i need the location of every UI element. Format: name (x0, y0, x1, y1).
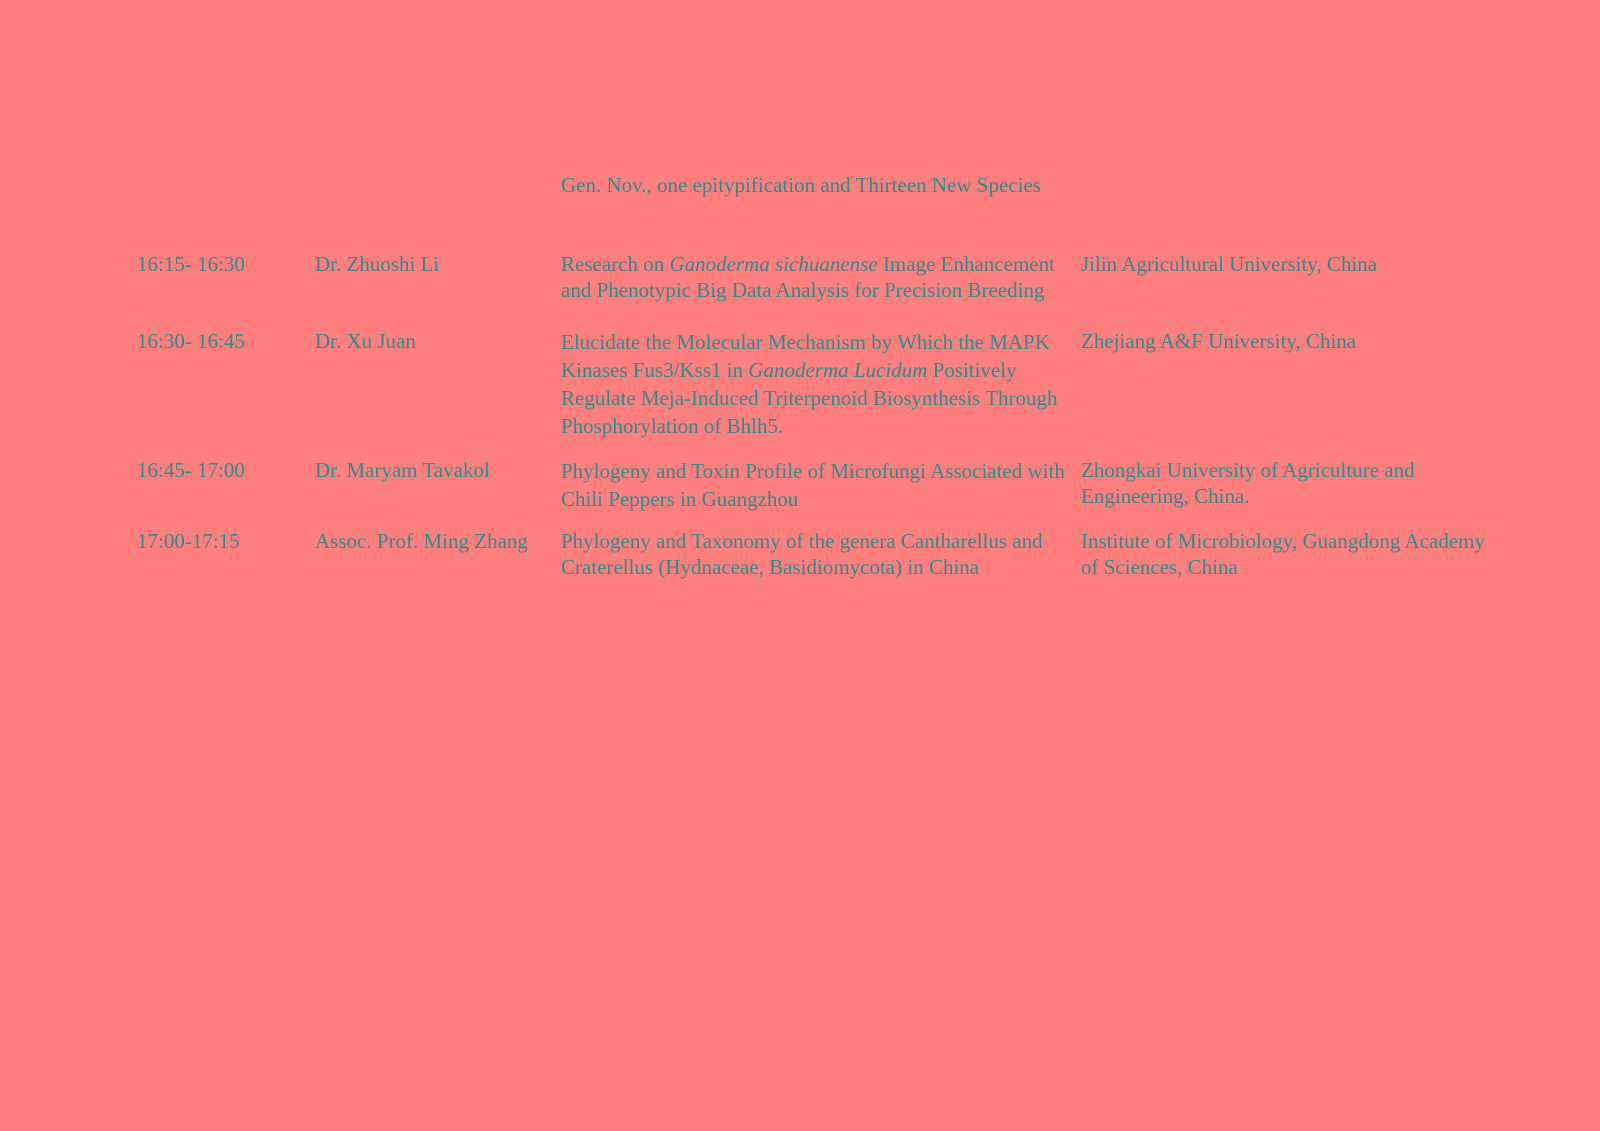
affiliation: Institute of Microbiology, Guangdong Academy of Sciences, China (1081, 529, 1485, 579)
time-slot: 17:00-17:15 (137, 529, 240, 553)
talk-title: Phylogeny and Taxonomy of the genera Cantharellus and Craterellus (Hydnaceae, Basidiomycota) in China (561, 529, 1043, 579)
time-slot: 16:45- 17:00 (137, 458, 245, 482)
talk-title: Gen. Nov., one epitypification and Thirteen New Species (561, 173, 1041, 197)
talk-title-text: Elucidate the Molecular Mechanism by Which the MAPK Kinases Fus3/Kss1 in (561, 330, 1050, 382)
speaker-name: Dr. Maryam Tavakol (315, 458, 490, 482)
talk-title (561, 251, 1081, 303)
time-slot: 16:30- 16:45 (137, 329, 245, 353)
talk-title: Phylogeny and Toxin Profile of Microfungi Associated with Chili Peppers in Guangzhou (561, 459, 1065, 511)
affiliation: Zhongkai University of Agriculture and Engineering, China. (1081, 458, 1415, 508)
affiliation: Jilin Agricultural University, China (1081, 252, 1378, 276)
speaker-name: Dr. Zhuoshi Li (315, 252, 440, 276)
time-slot: 16:15- 16:30 (137, 252, 245, 276)
talk-title-species: Ganoderma Lucidum (748, 358, 928, 382)
talk-title-text: Image Enhancement and Phenotypic Big Data Analysis for Precision Breeding (561, 252, 1055, 302)
talk-title (561, 328, 1081, 440)
affiliation: Zhejiang A&F University, China (1081, 329, 1357, 353)
speaker-name: Dr. Xu Juan (315, 329, 416, 353)
talk-title-text: Positively Regulate Meja-Induced Triterpenoid Biosynthesis Through Phosphorylation of Bhlh5. (561, 358, 1058, 438)
speaker-name: Assoc. Prof. Ming Zhang (315, 529, 528, 553)
talk-title-species: Ganoderma sichuanense (669, 252, 878, 276)
talk-title-text: Research on (561, 252, 670, 276)
